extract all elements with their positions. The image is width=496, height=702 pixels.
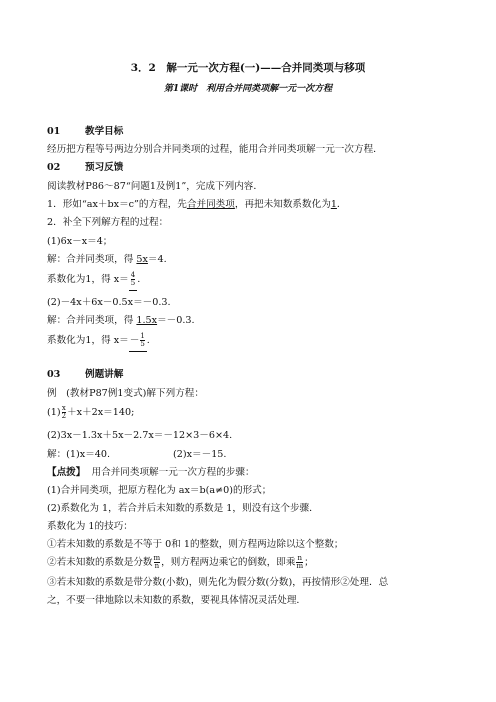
section-title: 预习反馈 xyxy=(85,162,124,173)
step-text: . xyxy=(137,274,141,285)
step-text: ＝4. xyxy=(147,254,167,265)
numerator: n xyxy=(297,554,303,562)
section-heading-examples xyxy=(47,369,466,381)
equation-1: (1)6x－x＝4； xyxy=(47,236,113,247)
section-title: 教学目标 xyxy=(85,126,124,137)
section-number: 02 xyxy=(47,162,61,173)
problem-1 xyxy=(47,403,466,423)
step-answer: 1.5x xyxy=(136,315,158,326)
tip-label: 【点拨】 xyxy=(47,467,86,478)
page-subtitle: 第1课时 利用合并同类项解一元一次方程 xyxy=(163,84,333,94)
step-answer: 5x xyxy=(136,254,148,265)
solution-1: 解：(1)x＝40. xyxy=(47,449,111,460)
skill-2 xyxy=(47,553,466,573)
skill-3-continued: 之，不要一律地除以未知数的系数，要视具体情况灵活处理． xyxy=(47,595,307,606)
problem-label: (1) xyxy=(47,407,61,418)
step-answer xyxy=(129,270,137,291)
step-1: (1)合并同类项，把原方程化为 ax＝b(a≠0)的形式； xyxy=(47,485,272,496)
section-heading-preview xyxy=(47,162,466,174)
denominator: 5 xyxy=(130,279,136,287)
equation-1-step-2 xyxy=(47,270,466,291)
section-title: 例题讲解 xyxy=(85,369,124,380)
q1-middle: ，再把未知数系数化为 xyxy=(234,199,331,210)
q1-answer-2: 1 xyxy=(330,199,337,210)
denominator: n xyxy=(154,562,160,570)
skills-heading: 系数化为 1的技巧： xyxy=(47,521,133,532)
equation-2: (2)－4x＋6x－0.5x＝－0.3. xyxy=(47,297,171,308)
skill-text: ，则方程两边乘它的倒数，即乘 xyxy=(161,557,296,568)
denominator: 5 xyxy=(140,340,145,348)
denominator: m xyxy=(296,562,304,570)
fraction xyxy=(296,555,303,570)
example-prompt: 例 (教材P87例1变式)解下列方程： xyxy=(47,388,204,399)
tip xyxy=(47,467,466,479)
step-text: ＝－0.3. xyxy=(157,315,195,326)
fraction xyxy=(140,333,144,348)
q1-suffix: ． xyxy=(336,199,347,210)
equation-2-step-2 xyxy=(47,331,466,352)
step-text: 系数化为1，得 x＝ xyxy=(47,335,129,346)
problem-2: (2)3x－1.3x＋5x－2.7x＝－12×3－6×4. xyxy=(47,430,233,441)
step-text: 解：合并同类项，得 xyxy=(47,254,134,265)
skill-text: ； xyxy=(304,557,314,568)
step-2: (2)系数化为 1，若合并后未知数的系数是 1，则没有这个步骤． xyxy=(47,503,319,514)
skill-3: ③若未知数的系数是带分数(小数)，则先化为假分数(分数)，再按情形②处理．总 xyxy=(47,577,389,588)
objectives-text: 经历把方程等号两边分别合并同类项的过程，能用合并同类项解一元一次方程． xyxy=(47,144,383,155)
step-text: 系数化为1，得 x＝ xyxy=(47,274,129,285)
skill-text: ②若未知数的系数是分数 xyxy=(47,557,153,568)
numerator: 1 xyxy=(140,332,145,340)
fraction xyxy=(131,272,135,287)
solution-2: (2)x＝－15. xyxy=(173,449,227,460)
fraction xyxy=(62,405,66,420)
fraction xyxy=(154,555,161,570)
solution xyxy=(47,449,466,461)
equation-1-step-1 xyxy=(47,254,466,266)
q1-answer-1: 合并同类项 xyxy=(186,199,235,210)
step-text: 解：合并同类项，得 xyxy=(47,315,134,326)
skill-1: ①若未知数的系数是不等于 0和 1的整数，则方程两边除以这个整数； xyxy=(47,539,344,550)
minus-sign: － xyxy=(129,335,140,346)
q1-prefix: 1．形如“ax＋bx＝c”的方程，先 xyxy=(47,199,187,210)
preview-intro: 阅读教材P86～87“问题1及例1”，完成下列内容． xyxy=(47,181,263,192)
section-number: 01 xyxy=(47,126,61,137)
equation-2-step-1 xyxy=(47,315,466,327)
section-heading-objectives xyxy=(47,126,466,138)
numerator: 4 xyxy=(130,271,136,279)
problem-text: ＋x＋2x＝140; xyxy=(67,407,135,418)
section-number: 03 xyxy=(47,369,61,380)
denominator: 2 xyxy=(61,412,67,420)
step-answer xyxy=(129,331,147,352)
step-text: . xyxy=(146,335,150,346)
question-2: 2．补全下列解方程的过程： xyxy=(47,217,169,228)
page-title: 3．2 解一元一次方程(一)——合并同类项与移项 xyxy=(130,62,366,74)
numerator: m xyxy=(153,554,161,562)
question-1 xyxy=(47,199,466,211)
numerator: x xyxy=(61,404,66,412)
tip-text: 用合并同类项解一元一次方程的步骤： xyxy=(91,467,255,478)
